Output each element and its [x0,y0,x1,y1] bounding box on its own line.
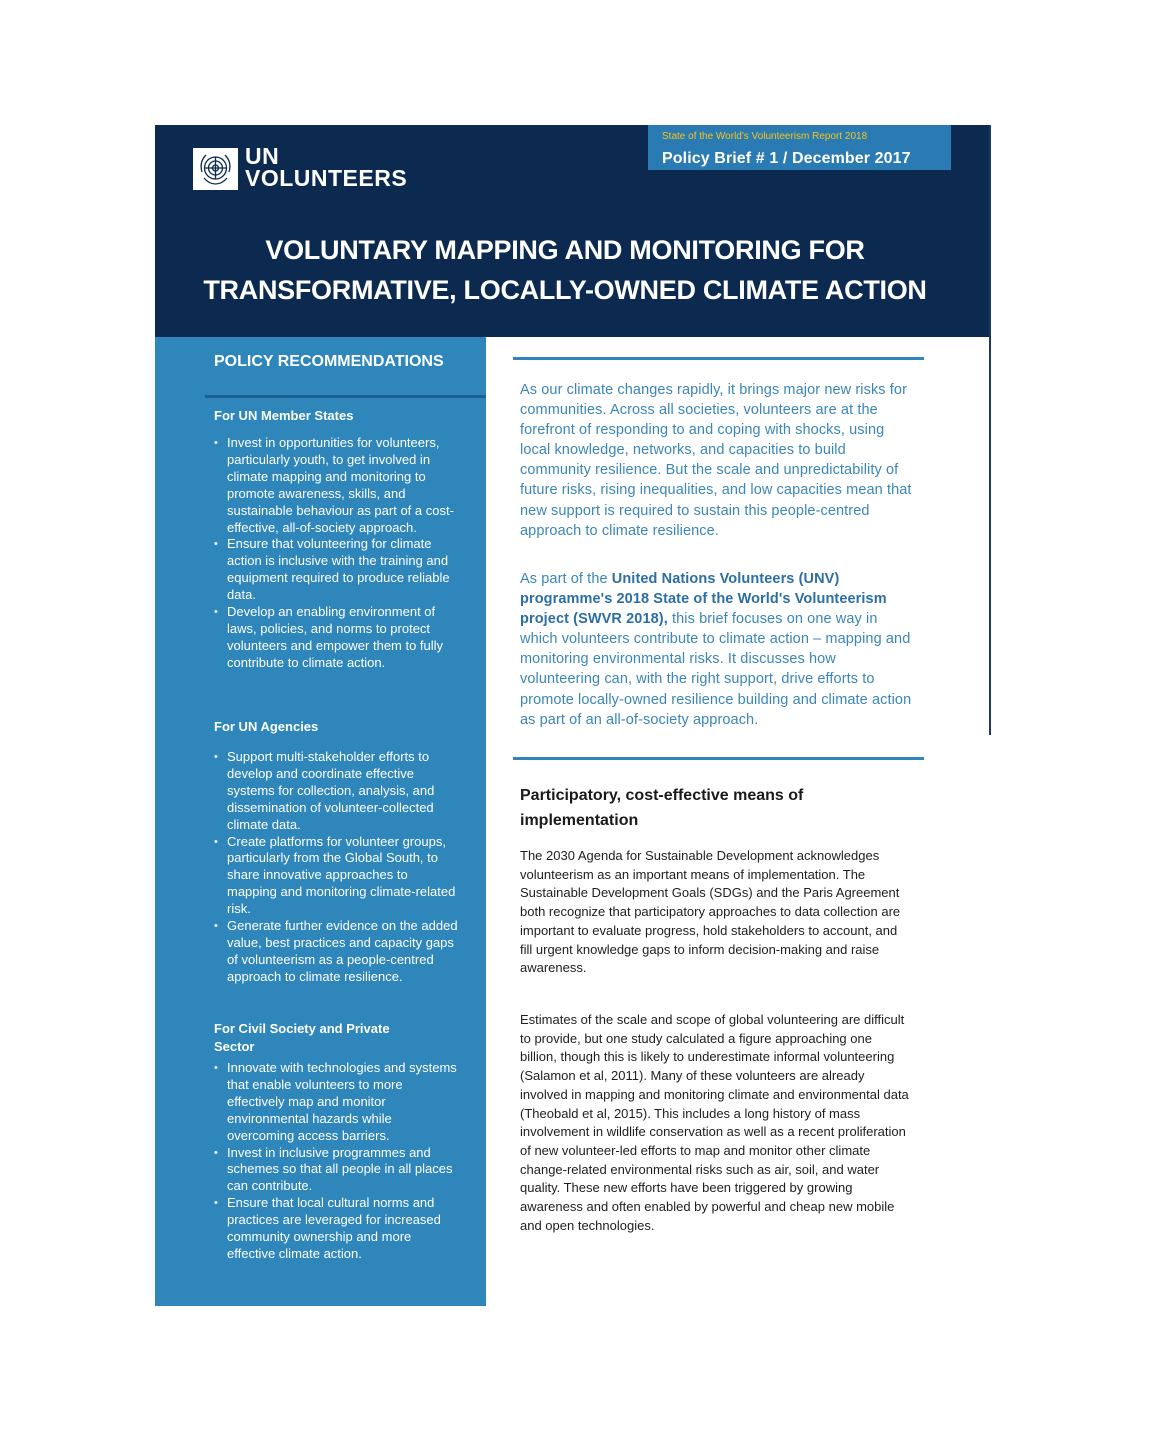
report-label: State of the World's Volunteerism Report 2018 [662,131,868,142]
list-item: • Ensure that local cultural norms and practices are leveraged for increased community ownership and more effective climate action. [214,1195,459,1263]
section-paragraph-1: The 2030 Agenda for Sustainable Development acknowledges volunteerism as an important means of implementation. The Sustainable Development Goals (SDGs) and the Paris Agreement both recognize that participatory approaches to data collection are important to evaluate progress, hold stakeholders to account, and fill urgent knowledge gaps to inform decision-making and raise awareness. [520,848,901,976]
sidebar-heading-un-agencies: For UN Agencies [214,719,319,734]
logo-line-un: UN [245,143,280,169]
list-item: • Support multi-stakeholder efforts to develop and coordinate effective systems for collection, analysis, and dissemination of volunteer-collected climate data. [214,749,459,834]
intro-paragraph-2 [520,569,912,730]
sidebar-heading-civil-society: For Civil Society and Private Sector [214,1021,390,1054]
list-item: • Ensure that volunteering for climate action is inclusive with the training and equipment required to produce reliable data. [214,536,459,604]
page-title [155,230,975,310]
title-line-1: VOLUNTARY MAPPING AND MONITORING FOR [265,235,865,265]
logo-line-volunteers: VOLUNTEERS [245,165,408,191]
un-emblem-icon [193,148,238,190]
list-item: • Develop an enabling environment of laws, policies, and norms to protect volunteers and empower them to fully contribute to climate action. [214,604,459,672]
un-volunteers-logo [193,145,433,195]
intro-paragraph-1: As our climate changes rapidly, it brings major new risks for communities. Across all societies, volunteers are at the forefront of responding to and coping with shocks, using local knowledge, networks, and capacities to build community resilience. But the scale and unpredictability of future risks, rising inequalities, and low capacities mean that new support is required to sustain this people-centred approach to climate resilience. [520,382,912,539]
member-states-list [214,435,459,672]
intro-p2-project-name: United Nations Volunteers (UNV) programme's 2018 State of the World's Volunteerism project (SWVR 2018), [520,571,887,628]
sidebar-title: POLICY RECOMMENDATIONS [214,353,444,370]
un-agencies-list [214,749,459,986]
intro-bottom-divider [513,757,924,760]
list-item: • Create platforms for volunteer groups, particularly from the Global South, to share innovative approaches to mapping and monitoring climate-related risk. [214,834,459,919]
sidebar-title-divider [205,395,486,398]
logo-wordmark [245,145,407,189]
list-item: • Invest in inclusive programmes and schemes so that all people in all places can contribute. [214,1145,459,1196]
sidebar-heading-member-states: For UN Member States [214,408,354,423]
list-item: • Innovate with technologies and systems that enable volunteers to more effectively map and monitor environmental hazards while overcoming access barriers. [214,1060,459,1145]
list-item: • Generate further evidence on the added value, best practices and capacity gaps of volunteerism as a people-centred approach to climate resilience. [214,918,459,986]
section-heading: Participatory, cost-effective means of implementation [520,787,804,829]
list-item: • Invest in opportunities for volunteers, particularly youth, to get involved in climate mapping and monitoring to promote awareness, skills, and sustainable behaviour as part of a cost-effective, all-of-society approach. [214,435,459,536]
intro-p2-lead: As part of the [520,571,612,587]
title-line-2: TRANSFORMATIVE, LOCALLY-OWNED CLIMATE ACTION [203,275,927,305]
brief-label: Policy Brief # 1 / December 2017 [662,150,911,167]
section-paragraph-2: Estimates of the scale and scope of global volunteering are difficult to provide, but one study calculated a figure approaching one billion, though this is likely to underestimate informal volunteering (Salamon et al, 2011). Many of these volunteers are already involved in mapping and monitoring climate and environmental data (Theobald et al, 2015). This includes a long history of mass involvement in wildlife conservation as well as a recent proliferation of new volunteer-led efforts to map and monitor other climate change-related environmental risks such as air, soil, and water quality. These new efforts have been triggered by growing awareness and often enabled by powerful and cheap new mobile and open technologies. [520,1012,909,1233]
civil-society-list [214,1060,459,1263]
page-border-line [989,125,991,735]
intro-p2-body: this brief focuses on one way in which volunteers contribute to climate action – mapping and monitoring environmental risks. It discusses how volunteering can, with the right support, drive efforts to promote locally-owned resilience building and climate action as part of an all-of-society approach. [520,611,912,728]
intro-top-divider [513,357,924,360]
